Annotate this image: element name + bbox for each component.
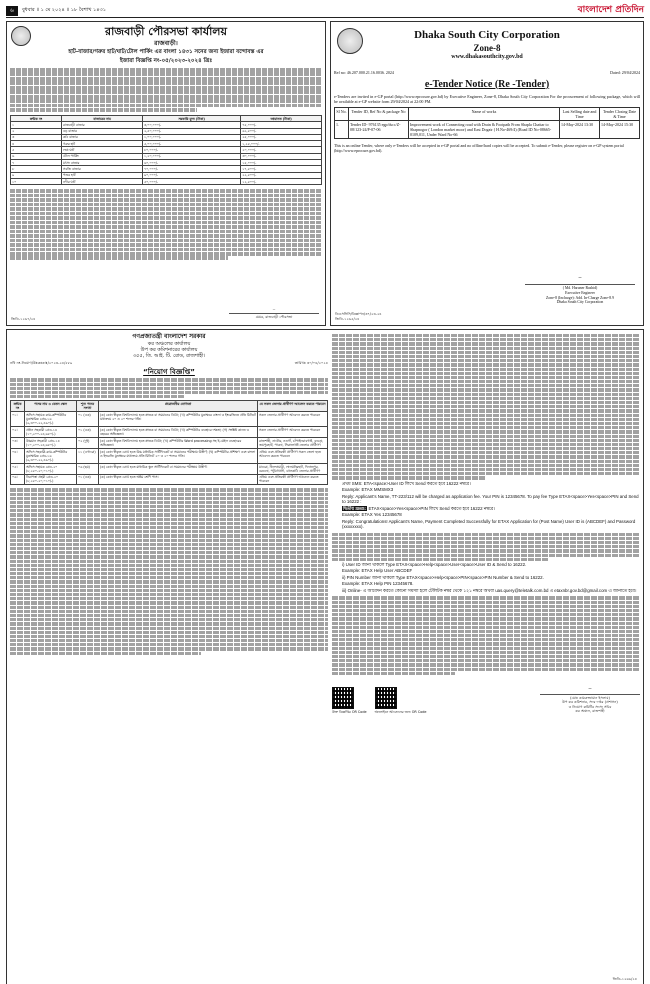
table-cell: (ক) কোন স্বীকৃত বোর্ড হতে উচ্চ মাধ্যমিক সার্টিফিকেট বা সমমানের পরীক্ষায় উত্তীর্ণ; (খ) কম্পিউটার প্রশিক্ষণ এবং বাংলা ও ইংরেজি মুদ্রাক্ষরে যথাক্রমে প্রতি মিনিটে ২০ ও ২০ শব্দের গতি। [99, 448, 258, 463]
newspaper-brand: বাংলাদেশ প্রতিদিন [577, 4, 644, 15]
table-cell: ২০,০০০/- [241, 147, 322, 153]
table-cell: রাজশাহী, নাটোর, নওগাঁ, চাঁপাইনবাবগঞ্জ, বগুড়া, জয়পুরহাট, পাবনা, সিরাজগঞ্জ জেলার প্রার্থীগণ [258, 437, 328, 448]
table-cell: ১২,৫০০/- [241, 178, 322, 184]
table-cell: ০১ (এক) [77, 427, 99, 438]
table-header: Sl No. [335, 108, 349, 121]
dscc-logo-icon [337, 28, 363, 54]
table-cell: পশুর হাট [62, 172, 143, 178]
sms2-instruction: দ্বিতীয় SMS: ETAX<space>Yes<space>PIN লিখে Send করতে হবে 16222 নম্বরে। [343, 505, 495, 511]
dscc-note: This is an online Tender, where only e-Tenders will be accepted in e-GP portal and no offline/hard copies will be accepted. To submit e-Tender, please register on e-GP system portal (http://www.eprocure.gov.bd). [334, 143, 624, 154]
help-contact: iii) Online- এ আবেদন করতে কোনো সমস্যা হলে টেলিটক নম্বর থেকে ১২১ নম্বরে অথবা uas.query@teletalk.com.bd এ etaxnbr.gov.bd@gmail.com এ জানাতে হবে। [342, 587, 637, 593]
table-cell: এতিম এবং প্রতিবন্ধী প্রার্থীগণ আবেদন করতে পারবেন [258, 474, 328, 485]
table-header: ক্রমিক নং [11, 401, 25, 412]
table-row [11, 178, 322, 184]
govt-conditions [10, 488, 328, 655]
table-cell: বড় বাজার [62, 128, 143, 134]
top-ads [6, 21, 644, 326]
govt-signature: (মোঃ কামরুজ্জামান ইসলাম) উপ কর কমিশনার, সদর দপ্তর (প্রশাসন) ও নিয়োগ কমিটির সদস্য সচিব কর অঞ্চল, রাজশাহী [540, 681, 640, 714]
table-header: Tender Closing Date & Time [600, 108, 640, 121]
dscc-ad [330, 21, 644, 326]
table-row [11, 437, 328, 448]
table-cell: ৪ [11, 141, 62, 147]
dscc-website: www.dhakasouthcity.gov.bd [451, 54, 523, 60]
rajbari-body-text [10, 68, 322, 112]
table-cell: ১,২০,০০০/- [142, 153, 240, 159]
table-cell: ৮০,০০০/- [142, 147, 240, 153]
table-cell: ৭৫,০০০/- [241, 122, 322, 128]
qr-code-icon[interactable] [332, 687, 354, 709]
table-cell: টোল পার্কিং [62, 153, 143, 159]
table-cell: ৬০,০০০/- [142, 160, 240, 166]
table-cell: ০২ (দুই) [77, 437, 99, 448]
table-cell: প্রধান সহকারী গ্রেড-১৪ (১০,২০০-২৪,৬৮০/-) [25, 427, 77, 438]
recruitment-left-column [10, 333, 328, 982]
page-date: বুধবার ॥ ১ মে ২০২৪ ॥ ১৮ বৈশাখ ১৪৩১ [22, 7, 106, 14]
table-header: জামানত (টাকা) [241, 115, 322, 121]
rajbari-ref: জিডি-১২৬৭/২৪ [11, 316, 36, 321]
table-cell: ৯০,০০০/- [142, 172, 240, 178]
qr-code-icon[interactable] [375, 687, 397, 709]
govt-addr: ৩৫৫, তি. আই. টি. রোড, রাজশাহী। [132, 353, 206, 359]
rajbari-title: রাজবাড়ী পৌরসভা কার্যালয় [105, 25, 227, 38]
table-cell: ০১ (এক) [77, 474, 99, 485]
table-cell: ৩ [11, 134, 62, 140]
govt-heading: “নিয়োগ বিজ্ঞপ্তি” [143, 367, 195, 376]
table-cell: মাগুরা, নীলফামারী, লালমনিরহাট, দিনাজপুর, বরগুনা, পটুয়াখালী, ঝালকাঠি জেলার প্রার্থীগণ [258, 463, 328, 474]
table-cell: ০৬। [11, 474, 25, 485]
table-cell: ৭ [11, 160, 62, 166]
govt-instructions-mid [332, 533, 640, 561]
table-row: 1. Tender ID- 976135 egp/dscc/Z-08/123-24/P-07-06 Improvement work of Connecting road with Drain & Footpath From Shapla Chattar to Shapnogor ( London market moor) and East Dogair ( H.No-469/4) (Road ID No-08665-0109,011, Under Ward No-66 14-May-2024 13:30 14-May-2024 15:30 [335, 121, 640, 139]
govt-instructions-top [332, 334, 640, 480]
table-cell: ৮ [11, 166, 62, 172]
table-cell: ৭০,০০০/- [142, 166, 240, 172]
table-cell: ০৬ (ছয়) [77, 463, 99, 474]
page-number: ৬ [6, 6, 18, 16]
help-pin: ii) PIN Number জানা থাকলে Type ETAX<space>Help<space>PIN<space>PIN Number & Send to 16222. [342, 574, 544, 580]
recruitment-right-column [332, 333, 640, 982]
dscc-ref: Ref no: 46.207.000.21.16.0036. 2024 [334, 69, 394, 75]
table-cell: ০১ (এক) [77, 412, 99, 427]
rajbari-sign-title: মেয়র, রাজবাড়ী পৌরসভা [255, 314, 293, 319]
dscc-bottom-refs: ডিএসসিসি/বিজ্ঞাপন/৩৭/২৩-২৪ জিডি-১২৬৫/২৪ [335, 312, 382, 321]
rajbari-ad [6, 21, 326, 326]
posts-table [10, 400, 328, 485]
rajbari-notice: ইজারা বিজ্ঞপ্তি নং-০৫/২০২৩-২০২৪ খ্রিঃ [119, 58, 213, 65]
sms2-example: Example: ETAX Yes 12345678 [342, 512, 402, 518]
table-cell: মৎস্য বাজার [62, 160, 143, 166]
table-cell: ১১ (এগারো) [77, 448, 99, 463]
table-header: যে সকল জেলার প্রার্থীগণ আবেদন করতে পারবেন [258, 401, 328, 412]
govt-title: গণপ্রজাতন্ত্রী বাংলাদেশ সরকার [132, 333, 206, 340]
dscc-zone: Zone-8 [473, 42, 501, 53]
table-cell: ৫ [11, 147, 62, 153]
table-cell: নদীর ঘাট [62, 178, 143, 184]
table-cell: (ক) কোন স্বীকৃত বিশ্ববিদ্যালয় হতে স্নাতক বা সমমানের ডিগ্রি; (খ) কম্পিউটার মুদ্রাক্ষরে বাংলা ও ইংরেজিতে প্রতি মিনিটে যথাক্রমে ২০ ও ২০ শব্দের গতি। [99, 412, 258, 427]
table-row [11, 448, 328, 463]
dscc-date: Dated: 29/04/2024 [610, 69, 640, 75]
table-cell: ০৩। [11, 437, 25, 448]
table-header: শূন্য পদের সংখ্যা [77, 401, 99, 412]
table-cell: সবজি বাজার [62, 166, 143, 172]
qr-notice-block: উক্ত বিজ্ঞপ্তির OR Code [332, 687, 367, 714]
table-cell: ৫০,০০০/- [142, 178, 240, 184]
govt-ref-row: নথি নং-নিয়োগ/উঃকঃকাঃ/২০২৩-২৪/৫৮৯ তারিখঃ ৩০/০৪/২০২৪ [10, 361, 328, 366]
table-cell: ২২,৫০০/- [241, 172, 322, 178]
table-cell: ২,৫০,০০০/- [142, 128, 240, 134]
table-cell: (ক) কোন স্বীকৃত বিশ্ববিদ্যালয় হতে স্নাতক ডিগ্রি; (খ) কম্পিউটার Word processing সহ ই-মেইল ব্যবহারের অভিজ্ঞতা। [99, 437, 258, 448]
table-header: বাজারের নাম [62, 115, 143, 121]
signature-icon [540, 681, 640, 695]
table-cell: সকল জেলার প্রার্থীগণ আবেদন করতে পারবেন [258, 412, 328, 427]
table-cell: অফিস সহায়ক কাম-কম্পিউটার মুদ্রাক্ষরিক গ্রেড-১৬ (৯,৩০০-২২,৪৯০/-) [25, 412, 77, 427]
table-header: সরকারি মূল্য (টাকা) [142, 115, 240, 121]
table-cell: রাজবাড়ী বাজার [62, 122, 143, 128]
table-cell: কাঠ বাজার [62, 134, 143, 140]
table-cell: লঞ্চ ঘাট [62, 147, 143, 153]
help-pin-example: Example: ETAX Help PIN 12345678. [342, 581, 414, 587]
signature-icon [525, 267, 635, 285]
govt-seal-icon [11, 26, 31, 46]
help-user-id: i) User ID জানা থাকলে Type ETAX<space>Help<space>User<space>User ID & Send to 16222. [342, 561, 527, 567]
table-cell: ০৫। [11, 463, 25, 474]
table-cell: গরুর হাট [62, 141, 143, 147]
table-cell: অফিস সহায়ক গ্রেড-২০ (৮,২৫০-২০,০১০/-) [25, 463, 77, 474]
table-cell: ০২। [11, 427, 25, 438]
rajbari-subtitle: হাট-বাজার/গরুর হাট/ঘাট/টোল পার্কিং এর বাংলা ১৪৩১ সনের জন্য ইজারা বন্দোবস্ত এর [68, 49, 264, 56]
table-cell: ১ [11, 122, 62, 128]
dscc-heading: e-Tender Notice (Re -Tender) [424, 78, 550, 90]
table-cell: ০৪। [11, 448, 25, 463]
table-cell: ১৫,০০০/- [241, 160, 322, 166]
rajbari-conditions [10, 189, 322, 260]
dscc-intro: e-Tenders are invited in e-GP portal (http://www.eprocure.gov.bd) by Executive Engineer, Zone-8, Dhaka South City Corporation For the procurement of following package, which will be available at e-GP website form 29/04/2024 at 22:00 PM. [334, 94, 640, 105]
table-header: পদের নাম ও বেতন স্কেল [25, 401, 77, 412]
table-cell: (ক) কোন স্বীকৃত বোর্ড হতে অষ্টম শ্রেণি পাস। [99, 474, 258, 485]
page-header [6, 4, 644, 18]
rajbari-city: রাজবাড়ী। [154, 39, 178, 47]
table-cell: ৬২,৫০০/- [241, 128, 322, 134]
table-header: Last Selling date and Time [560, 108, 600, 121]
govt-intro [10, 378, 328, 398]
table-row [11, 474, 328, 485]
table-cell: (ক) কোন স্বীকৃত বোর্ড হতে মাধ্যমিক স্কুল সার্টিফিকেট বা সমমানের পরীক্ষায় উত্তীর্ণ। [99, 463, 258, 474]
dscc-title: Dhaka South City Corporation [414, 29, 560, 41]
table-header: Tender ID, Ref No & package No [349, 108, 409, 121]
table-cell: ২৫,০০০/- [241, 134, 322, 140]
table-cell: সকল জেলার প্রার্থীগণ আবেদন করতে পারবেন [258, 427, 328, 438]
qr-apply-block: অনলাইনে আবেদনের জন্য OR Code [375, 687, 427, 714]
table-cell: ১,০০,০০০/- [142, 134, 240, 140]
sms2-reply: Reply: Congratulations! Applicant's Name, Payment Completed Successfully for ETAX Application for (Post Name) User ID is (ABCDEF) and Password (xxxxxxxx). [342, 518, 636, 530]
rajbari-table [10, 115, 322, 185]
table-header: প্রয়োজনীয় যোগ্যতা [99, 401, 258, 412]
table-cell: ১,২৫,০০০/- [241, 141, 322, 147]
govt-org: কর অঞ্চলের কার্যালয় [147, 340, 191, 347]
dscc-ref-row [334, 70, 640, 75]
table-cell: ৩,০০,০০০/- [142, 122, 240, 128]
table-cell: ৯ [11, 172, 62, 178]
table-cell: ৬ [11, 153, 62, 159]
sms1-instruction: প্রথম SMS: ETA<space>User ID লিখে Send করতে হবে 16222 নম্বরে। [342, 480, 471, 486]
govt-bottom-ref: জিডি-১২৬৬/২৪ [612, 976, 637, 981]
table-cell: নিরাপত্তা প্রহরী গ্রেড-২০ (৮,২৫০-২০,০১০/-) [25, 474, 77, 485]
dscc-tender-table [334, 107, 640, 139]
dscc-signature: ( Md. Haruner Rashid) Executive Engineer Zone-8 (Incharge): Add. In-Charge Zone-8.9 Dhaka South City Corporation [525, 267, 635, 305]
sms1-reply: Reply: Applicant's Name, TT-223/112 will be charged as application fee. Your PIN is 12345678. To pay fee Type ETAX<space>Yes<space>PIN and Send to 16222 : [342, 493, 639, 505]
sms1-example: Example: ETAX MMSMX3 [342, 487, 394, 493]
table-cell: ১০ [11, 178, 62, 184]
table-row [11, 427, 328, 438]
qr-section [332, 681, 640, 714]
table-cell: এতিম এবং প্রতিবন্ধী প্রার্থীগণ সকল জেলা হতে আবেদন করতে পারবেন [258, 448, 328, 463]
help-user-id-example: Example: ETAX Help User ABCDEF [342, 568, 413, 574]
table-cell: অফিস সহকারী-কাম-কম্পিউটার মুদ্রাক্ষরিক গ্রেড-১৬ (৯,৩০০-২২,৪৯০/-) [25, 448, 77, 463]
table-header: ক্রমিক নং [11, 115, 62, 121]
table-cell: ২ [11, 128, 62, 134]
table-cell: ৫,০০,০০০/- [142, 141, 240, 147]
table-cell: ১৭,৫০০/- [241, 166, 322, 172]
govt-org2: উপ কর কমিশনারের কার্যালয় [140, 346, 198, 353]
rajbari-signature [229, 304, 319, 319]
table-row [11, 412, 328, 427]
signature-icon [229, 304, 319, 314]
recruitment-ad [6, 329, 644, 984]
table-header: Name of works [409, 108, 560, 121]
table-cell: (ক) কোন স্বীকৃত বিশ্ববিদ্যালয় হতে স্নাতক বা সমমানের ডিগ্রি; (খ) কম্পিউটার ব্যবহারে দক্ষতা; (গ) সংশ্লিষ্ট কাজে ৩ বছরের অভিজ্ঞতা। [99, 427, 258, 438]
govt-instructions-bottom [332, 596, 640, 675]
table-cell: ৩০,০০০/- [241, 153, 322, 159]
table-cell: ০১। [11, 412, 25, 427]
table-cell: উচ্চমান সহকারী গ্রেড-১৪ (১০,২০০-২৪,৬৮০/-) [25, 437, 77, 448]
table-row [11, 463, 328, 474]
